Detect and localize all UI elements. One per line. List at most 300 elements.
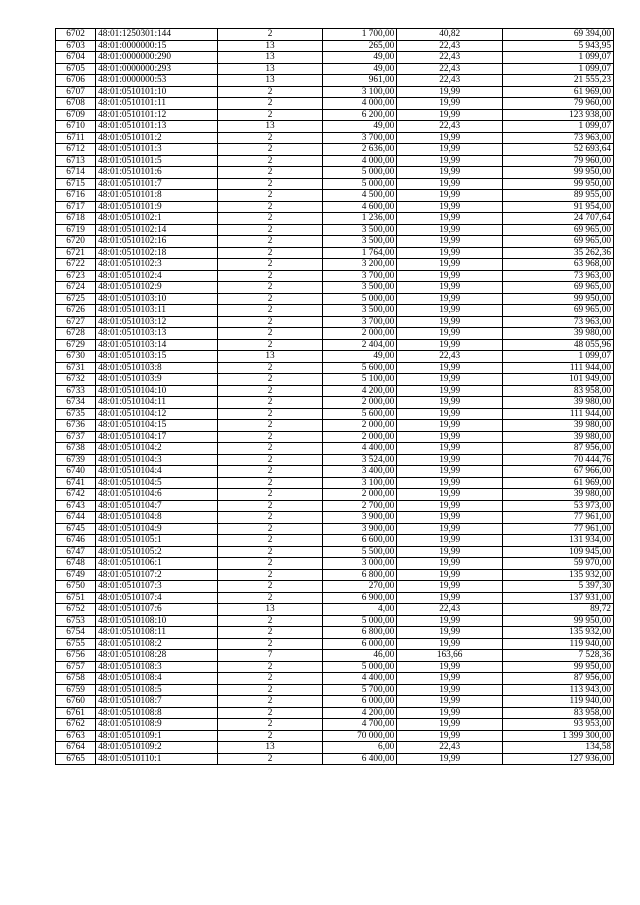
category-code-cell: 2 [217,500,323,512]
cadastral-number-cell: 48:01:0510101:2 [96,132,218,144]
rate-value-cell: 19,99 [397,684,503,696]
rate-value-cell: 19,99 [397,132,503,144]
cadastral-value-cell: 69 965,00 [503,305,614,317]
table-row [56,155,614,167]
rate-value-cell: 19,99 [397,282,503,294]
cadastral-number-cell: 48:01:0510103:10 [96,293,218,305]
table-row [56,282,614,294]
category-code-cell: 2 [217,190,323,202]
row-number-cell: 6765 [56,753,96,765]
row-number-cell: 6706 [56,75,96,87]
cadastral-value-cell: 1 099,07 [503,121,614,133]
cadastral-number-cell: 48:01:0510102:18 [96,247,218,259]
table-row [56,178,614,190]
row-number-cell: 6750 [56,581,96,593]
cadastral-value-table [55,28,614,765]
category-code-cell: 2 [217,224,323,236]
cadastral-value-cell: 73 963,00 [503,316,614,328]
cadastral-number-cell: 48:01:0510108:28 [96,650,218,662]
category-code-cell: 2 [217,144,323,156]
cadastral-number-cell: 48:01:0510104:11 [96,397,218,409]
table-row [56,546,614,558]
category-code-cell: 2 [217,362,323,374]
row-number-cell: 6705 [56,63,96,75]
table-row [56,362,614,374]
category-code-cell: 13 [217,742,323,754]
area-value-cell: 49,00 [323,121,397,133]
cadastral-value-cell: 134,58 [503,742,614,754]
cadastral-number-cell: 48:01:0510108:2 [96,638,218,650]
table-row [56,627,614,639]
cadastral-value-cell: 79 960,00 [503,98,614,110]
area-value-cell: 4 500,00 [323,190,397,202]
cadastral-value-cell: 61 969,00 [503,477,614,489]
row-number-cell: 6764 [56,742,96,754]
cadastral-number-cell: 48:01:0510101:3 [96,144,218,156]
cadastral-number-cell: 48:01:0510101:12 [96,109,218,121]
cadastral-value-cell: 79 960,00 [503,155,614,167]
cadastral-value-cell: 99 950,00 [503,661,614,673]
table-row [56,339,614,351]
cadastral-number-cell: 48:01:0510104:4 [96,466,218,478]
row-number-cell: 6714 [56,167,96,179]
category-code-cell: 2 [217,408,323,420]
category-code-cell: 2 [217,592,323,604]
table-row [56,259,614,271]
rate-value-cell: 19,99 [397,109,503,121]
area-value-cell: 4 600,00 [323,201,397,213]
row-number-cell: 6725 [56,293,96,305]
row-number-cell: 6708 [56,98,96,110]
rate-value-cell: 22,43 [397,52,503,64]
area-value-cell: 3 500,00 [323,224,397,236]
area-value-cell: 4 700,00 [323,719,397,731]
row-number-cell: 6720 [56,236,96,248]
category-code-cell: 2 [217,431,323,443]
cadastral-number-cell: 48:01:0510104:5 [96,477,218,489]
category-code-cell: 2 [217,696,323,708]
cadastral-value-cell: 111 944,00 [503,362,614,374]
area-value-cell: 3 500,00 [323,282,397,294]
row-number-cell: 6761 [56,707,96,719]
cadastral-value-cell: 101 949,00 [503,374,614,386]
table-row [56,408,614,420]
cadastral-number-cell: 48:01:0510104:6 [96,489,218,501]
rate-value-cell: 19,99 [397,420,503,432]
area-value-cell: 6 800,00 [323,627,397,639]
table-row [56,581,614,593]
table-row [56,753,614,765]
cadastral-value-cell: 35 262,36 [503,247,614,259]
row-number-cell: 6742 [56,489,96,501]
cadastral-value-cell: 127 936,00 [503,753,614,765]
rate-value-cell: 40,82 [397,29,503,41]
cadastral-number-cell: 48:01:0510101:7 [96,178,218,190]
category-code-cell: 2 [217,535,323,547]
category-code-cell: 13 [217,52,323,64]
rate-value-cell: 19,99 [397,638,503,650]
table-row [56,661,614,673]
cadastral-value-cell: 61 969,00 [503,86,614,98]
row-number-cell: 6746 [56,535,96,547]
cadastral-number-cell: 48:01:0000000:15 [96,40,218,52]
table-body [56,29,614,765]
cadastral-value-cell: 87 956,00 [503,673,614,685]
area-value-cell: 3 700,00 [323,270,397,282]
cadastral-number-cell: 48:01:0510108:10 [96,615,218,627]
table-row [56,293,614,305]
cadastral-number-cell: 48:01:0510103:15 [96,351,218,363]
area-value-cell: 1 236,00 [323,213,397,225]
cadastral-number-cell: 48:01:0510101:11 [96,98,218,110]
cadastral-value-cell: 69 965,00 [503,236,614,248]
table-row [56,224,614,236]
table-row [56,477,614,489]
cadastral-number-cell: 48:01:0510104:17 [96,431,218,443]
table-row [56,385,614,397]
table-row [56,121,614,133]
row-number-cell: 6747 [56,546,96,558]
category-code-cell: 2 [217,753,323,765]
category-code-cell: 2 [217,707,323,719]
category-code-cell: 2 [217,477,323,489]
category-code-cell: 2 [217,98,323,110]
rate-value-cell: 19,99 [397,661,503,673]
cadastral-number-cell: 48:01:0510108:5 [96,684,218,696]
rate-value-cell: 19,99 [397,201,503,213]
table-row [56,604,614,616]
cadastral-number-cell: 48:01:0510104:10 [96,385,218,397]
category-code-cell: 13 [217,604,323,616]
cadastral-value-cell: 99 950,00 [503,178,614,190]
table-row [56,213,614,225]
cadastral-number-cell: 48:01:0510103:13 [96,328,218,340]
area-value-cell: 49,00 [323,52,397,64]
cadastral-value-cell: 111 944,00 [503,408,614,420]
rate-value-cell: 19,99 [397,707,503,719]
cadastral-number-cell: 48:01:0510104:9 [96,523,218,535]
table-row [56,109,614,121]
category-code-cell: 2 [217,638,323,650]
table-row [56,40,614,52]
rate-value-cell: 19,99 [397,719,503,731]
cadastral-value-cell: 52 693,64 [503,144,614,156]
cadastral-value-cell: 1 399 300,00 [503,730,614,742]
category-code-cell: 2 [217,282,323,294]
area-value-cell: 6 900,00 [323,592,397,604]
area-value-cell: 49,00 [323,63,397,75]
category-code-cell: 2 [217,178,323,190]
cadastral-value-cell: 59 970,00 [503,558,614,570]
rate-value-cell: 19,99 [397,167,503,179]
table-row [56,52,614,64]
category-code-cell: 2 [217,374,323,386]
row-number-cell: 6732 [56,374,96,386]
area-value-cell: 270,00 [323,581,397,593]
rate-value-cell: 19,99 [397,178,503,190]
cadastral-number-cell: 48:01:0510104:8 [96,512,218,524]
cadastral-number-cell: 48:01:0510103:12 [96,316,218,328]
cadastral-value-cell: 67 966,00 [503,466,614,478]
table-row [56,328,614,340]
row-number-cell: 6722 [56,259,96,271]
area-value-cell: 3 524,00 [323,454,397,466]
rate-value-cell: 163,66 [397,650,503,662]
cadastral-value-cell: 1 099,07 [503,52,614,64]
rate-value-cell: 19,99 [397,696,503,708]
table-row [56,420,614,432]
rate-value-cell: 19,99 [397,466,503,478]
rate-value-cell: 19,99 [397,489,503,501]
category-code-cell: 2 [217,558,323,570]
cadastral-value-cell: 77 961,00 [503,523,614,535]
table-row [56,236,614,248]
area-value-cell: 3 100,00 [323,86,397,98]
row-number-cell: 6745 [56,523,96,535]
cadastral-value-cell: 77 961,00 [503,512,614,524]
cadastral-number-cell: 48:01:0510101:13 [96,121,218,133]
area-value-cell: 6 600,00 [323,535,397,547]
rate-value-cell: 19,99 [397,535,503,547]
cadastral-value-cell: 5 397,30 [503,581,614,593]
rate-value-cell: 19,99 [397,512,503,524]
category-code-cell: 7 [217,650,323,662]
table-row [56,730,614,742]
rate-value-cell: 19,99 [397,155,503,167]
rate-value-cell: 19,99 [397,362,503,374]
table-row [56,523,614,535]
cadastral-value-cell: 89 955,00 [503,190,614,202]
category-code-cell: 2 [217,86,323,98]
rate-value-cell: 19,99 [397,305,503,317]
area-value-cell: 3 700,00 [323,316,397,328]
area-value-cell: 6 400,00 [323,753,397,765]
row-number-cell: 6710 [56,121,96,133]
cadastral-value-cell: 39 980,00 [503,420,614,432]
cadastral-number-cell: 48:01:0000000:293 [96,63,218,75]
table-row [56,466,614,478]
cadastral-value-cell: 73 963,00 [503,270,614,282]
cadastral-value-cell: 39 980,00 [503,397,614,409]
cadastral-value-cell: 24 707,64 [503,213,614,225]
cadastral-value-cell: 69 394,00 [503,29,614,41]
category-code-cell: 2 [217,201,323,213]
category-code-cell: 2 [217,615,323,627]
table-row [56,86,614,98]
cadastral-value-cell: 83 958,00 [503,385,614,397]
cadastral-number-cell: 48:01:0510107:2 [96,569,218,581]
cadastral-number-cell: 48:01:0510109:1 [96,730,218,742]
rate-value-cell: 19,99 [397,753,503,765]
table-row [56,201,614,213]
table-row [56,190,614,202]
area-value-cell: 3 900,00 [323,523,397,535]
table-row [56,707,614,719]
cadastral-value-cell: 119 940,00 [503,638,614,650]
area-value-cell: 2 000,00 [323,431,397,443]
row-number-cell: 6754 [56,627,96,639]
cadastral-number-cell: 48:01:0510110:1 [96,753,218,765]
cadastral-value-cell: 99 950,00 [503,293,614,305]
area-value-cell: 2 000,00 [323,489,397,501]
area-value-cell: 6 000,00 [323,696,397,708]
row-number-cell: 6737 [56,431,96,443]
category-code-cell: 2 [217,270,323,282]
cadastral-value-cell: 39 980,00 [503,489,614,501]
row-number-cell: 6751 [56,592,96,604]
cadastral-number-cell: 48:01:0510102:3 [96,259,218,271]
cadastral-number-cell: 48:01:0510104:2 [96,443,218,455]
cadastral-number-cell: 48:01:0510107:6 [96,604,218,616]
rate-value-cell: 19,99 [397,592,503,604]
cadastral-value-cell: 109 945,00 [503,546,614,558]
area-value-cell: 5 100,00 [323,374,397,386]
rate-value-cell: 22,43 [397,604,503,616]
table-row [56,489,614,501]
category-code-cell: 13 [217,121,323,133]
category-code-cell: 2 [217,305,323,317]
row-number-cell: 6755 [56,638,96,650]
row-number-cell: 6758 [56,673,96,685]
cadastral-value-cell: 1 099,07 [503,351,614,363]
area-value-cell: 1 764,00 [323,247,397,259]
cadastral-value-cell: 93 953,00 [503,719,614,731]
area-value-cell: 5 500,00 [323,546,397,558]
row-number-cell: 6736 [56,420,96,432]
area-value-cell: 4 200,00 [323,707,397,719]
area-value-cell: 4 000,00 [323,98,397,110]
table-row [56,535,614,547]
cadastral-number-cell: 48:01:0510104:7 [96,500,218,512]
row-number-cell: 6713 [56,155,96,167]
row-number-cell: 6733 [56,385,96,397]
table-row [56,98,614,110]
category-code-cell: 2 [217,673,323,685]
category-code-cell: 2 [217,512,323,524]
category-code-cell: 2 [217,132,323,144]
row-number-cell: 6719 [56,224,96,236]
category-code-cell: 2 [217,155,323,167]
row-number-cell: 6752 [56,604,96,616]
cadastral-number-cell: 48:01:0510103:9 [96,374,218,386]
category-code-cell: 2 [217,581,323,593]
area-value-cell: 5 000,00 [323,167,397,179]
row-number-cell: 6721 [56,247,96,259]
table-row [56,397,614,409]
category-code-cell: 2 [217,29,323,41]
cadastral-value-cell: 99 950,00 [503,615,614,627]
area-value-cell: 5 000,00 [323,615,397,627]
table-row [56,431,614,443]
table-row [56,650,614,662]
rate-value-cell: 19,99 [397,86,503,98]
row-number-cell: 6707 [56,86,96,98]
cadastral-number-cell: 48:01:0510107:4 [96,592,218,604]
row-number-cell: 6702 [56,29,96,41]
table-row [56,29,614,41]
cadastral-value-cell: 73 963,00 [503,132,614,144]
cadastral-number-cell: 48:01:0510109:2 [96,742,218,754]
row-number-cell: 6728 [56,328,96,340]
area-value-cell: 3 700,00 [323,132,397,144]
area-value-cell: 6 800,00 [323,569,397,581]
rate-value-cell: 22,43 [397,75,503,87]
row-number-cell: 6760 [56,696,96,708]
area-value-cell: 2 000,00 [323,328,397,340]
cadastral-value-cell: 99 950,00 [503,167,614,179]
table-row [56,351,614,363]
category-code-cell: 2 [217,397,323,409]
cadastral-value-cell: 70 444,76 [503,454,614,466]
row-number-cell: 6723 [56,270,96,282]
category-code-cell: 2 [217,523,323,535]
table-row [56,63,614,75]
row-number-cell: 6757 [56,661,96,673]
area-value-cell: 2 636,00 [323,144,397,156]
rate-value-cell: 19,99 [397,569,503,581]
rate-value-cell: 19,99 [397,316,503,328]
rate-value-cell: 19,99 [397,224,503,236]
category-code-cell: 2 [217,546,323,558]
row-number-cell: 6730 [56,351,96,363]
table-row [56,305,614,317]
rate-value-cell: 19,99 [397,397,503,409]
cadastral-number-cell: 48:01:0510108:8 [96,707,218,719]
category-code-cell: 2 [217,489,323,501]
row-number-cell: 6759 [56,684,96,696]
category-code-cell: 2 [217,236,323,248]
cadastral-value-cell: 69 965,00 [503,224,614,236]
table-row [56,558,614,570]
rate-value-cell: 19,99 [397,477,503,489]
area-value-cell: 4 200,00 [323,385,397,397]
rate-value-cell: 19,99 [397,385,503,397]
row-number-cell: 6712 [56,144,96,156]
category-code-cell: 2 [217,420,323,432]
area-value-cell: 5 600,00 [323,362,397,374]
rate-value-cell: 19,99 [397,523,503,535]
cadastral-value-cell: 89,72 [503,604,614,616]
rate-value-cell: 19,99 [397,627,503,639]
category-code-cell: 2 [217,443,323,455]
category-code-cell: 13 [217,351,323,363]
cadastral-value-cell: 135 932,00 [503,569,614,581]
table-row [56,454,614,466]
rate-value-cell: 19,99 [397,247,503,259]
category-code-cell: 13 [217,75,323,87]
row-number-cell: 6711 [56,132,96,144]
area-value-cell: 3 000,00 [323,558,397,570]
area-value-cell: 6 000,00 [323,638,397,650]
rate-value-cell: 19,99 [397,500,503,512]
table-row [56,592,614,604]
category-code-cell: 13 [217,63,323,75]
area-value-cell: 6,00 [323,742,397,754]
rate-value-cell: 22,43 [397,742,503,754]
category-code-cell: 2 [217,569,323,581]
cadastral-number-cell: 48:01:0510108:9 [96,719,218,731]
cadastral-number-cell: 48:01:0000000:290 [96,52,218,64]
cadastral-value-cell: 7 528,36 [503,650,614,662]
cadastral-number-cell: 48:01:0510102:1 [96,213,218,225]
row-number-cell: 6738 [56,443,96,455]
table-row [56,512,614,524]
area-value-cell: 2 404,00 [323,339,397,351]
cadastral-number-cell: 48:01:0510101:9 [96,201,218,213]
rate-value-cell: 22,43 [397,121,503,133]
cadastral-value-cell: 123 938,00 [503,109,614,121]
cadastral-value-cell: 113 943,00 [503,684,614,696]
